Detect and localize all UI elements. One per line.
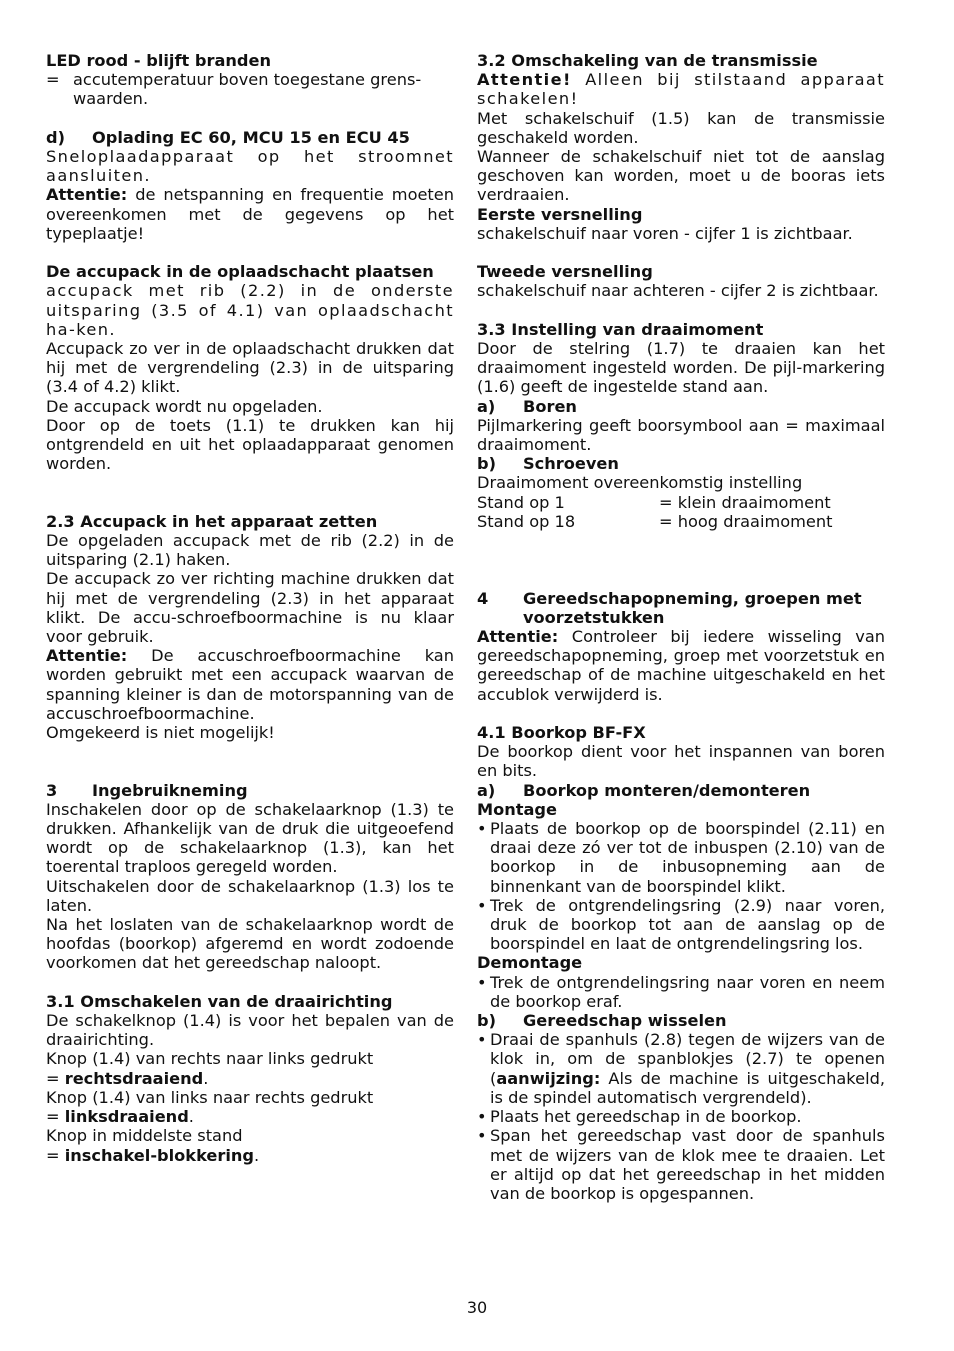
section-3-1-p2: Knop (1.4) van rechts naar links gedrukt [46,1049,374,1069]
list-item-text [490,1030,885,1107]
section-3-2-attention [477,70,885,108]
bullet-icon: • [477,819,487,839]
section-4-heading [477,589,885,627]
section-4-number: 4 [477,588,489,608]
eq-prefix: = [46,1107,65,1127]
section-3-p1: Inschakelen door op de schakelaarknop (1.3) te drukken. Afhankelijk van de druk die uitgeoefend wordt op de schakelaarknop (1.3), kan het toerental traploos geregeld worden. [46,799,454,877]
chuck-mount-heading [477,781,885,800]
eq-bold: linksdraaiend [64,1107,189,1127]
item-letter: b) [477,1011,496,1031]
section-3-1-heading: 3.1 Omschakelen van de draairichting [46,991,393,1011]
section-d-title: Oplading EC 60, MCU 15 en ECU 45 [92,127,410,147]
montage-heading: Montage [477,799,557,819]
list-item-text: Trek de ontgrendelingsring (2.9) naar voren, druk de boorkop tot aan de aanslag op de boorspindel en laat de ontgrendelingsring los. [490,895,885,954]
list-item-text: Plaats de boorkop op de boorspindel (2.11) en draai deze zó ver tot de inbuspen (2.10) van de boorkop in de inbusopneming aan de binnenkant van de boorspindel klikt. [490,819,885,896]
charger-insert-heading: De accupack in de oplaadschacht plaatsen [46,262,434,282]
page-number: 30 [466,1298,488,1317]
eq-bold: rechtsdraaiend [64,1068,204,1088]
first-gear-heading: Eerste versnelling [477,204,643,224]
charger-insert-p1: accupack met rib (2.2) in de onderste uitsparing (3.5 of 4.1) van oplaadschacht ha-ken. [46,281,454,339]
eq-suffix: . [203,1068,209,1088]
section-3-1-p4: Knop in middelste stand [46,1126,243,1146]
led-equation [46,70,454,108]
list-item [477,973,885,1011]
drilling-text: Pijlmarkering geeft boorsymbool aan = maximaal draaimoment. [477,415,885,455]
section-3-3-heading: 3.3 Instelling van draaimoment [477,319,764,339]
section-3-heading [46,781,454,800]
section-2-3-heading: 2.3 Accupack in het apparaat zetten [46,511,378,531]
bullet-icon: • [477,1030,487,1050]
section-3-p3: Na het loslaten van de schakelaarknop wordt de hoofdas (boorkop) afgeremd en wordt zodoende voorkomen dat het gereedschap naloopt. [46,915,454,973]
left-column [46,51,454,1165]
torque-row-2 [477,512,885,531]
section-4-1-p1: De boorkop dient voor het inspannen van boren en bits. [477,742,885,781]
attention-text: De accuschroefboormachine kan worden gebruikt met een accupack waarvan de spanning kleiner is dan de motorspanning van de accuschroefboormachine. [46,646,454,723]
right-column [477,51,885,1203]
torque-value: = hoog draaimoment [659,511,833,531]
first-gear-text: schakelschuif naar voren - cijfer 1 is zichtbaar. [477,223,853,243]
list-text-part: Draai de spanhuls (2.8) tegen de wijzers van de klok in, om de spanblokjes (2.7) te openen ( [490,1030,885,1088]
section-2-3-p3: Omgekeerd is niet mogelijk! [46,723,275,743]
attention-label: Attentie! [477,70,572,90]
section-3-1-p1: De schakelknop (1.4) is voor het bepalen van de draairichting. [46,1011,454,1050]
led-equation-text: accutemperatuur boven toegestane grens-waarden. [73,70,422,109]
eq-bold: inschakel-blokkering [64,1145,255,1165]
item-letter: a) [477,780,496,800]
item-letter: b) [477,454,496,474]
attention-text: Alleen bij stilstaand apparaat schakelen! [477,70,885,109]
list-text-part: Als de machine is uitgeschakeld, is de spindel automatisch vergrendeld). [490,1068,885,1107]
attention-label: Attentie: [46,185,128,205]
item-letter: a) [477,396,496,416]
list-item-text: Plaats het gereedschap in de boorkop. [490,1107,802,1127]
list-item [477,1107,885,1126]
item-title: Boorkop monteren/demonteren [523,780,811,800]
eq-prefix: = [46,1068,65,1088]
section-3-1-eq1 [46,1069,454,1088]
item-title: Gereedschap wisselen [523,1011,727,1031]
attention-text: Controleer bij iedere wisseling van gereedschapopneming, groep met voorzetstuk en gereedschap of de machine uitgeschakeld en het accublok verwijderd is. [477,627,885,704]
list-item [477,1126,885,1203]
list-item [477,1030,885,1107]
section-3-2-heading: 3.2 Omschakeling van de transmissie [477,51,818,70]
list-item-text: Trek de ontgrendelingsring naar voren en neem de boorkop eraf. [490,972,885,1011]
bullet-icon: • [477,1107,487,1127]
list-item [477,819,885,896]
led-heading: LED rood - blijft branden [46,51,272,70]
section-4-title: Gereedschapopneming, groepen met voorzetstukken [523,588,862,627]
bullet-icon: • [477,895,487,915]
second-gear-heading: Tweede versnelling [477,262,653,282]
section-d-paragraph: Sneloplaadapparaat op het stroomnet aansluiten. [46,147,454,186]
charger-insert-p3: De accupack wordt nu opgeladen. [46,396,323,416]
screwing-text: Draaimoment overeenkomstig instelling [477,473,803,493]
bullet-icon: • [477,972,487,992]
list-item [477,896,885,954]
torque-row-1 [477,493,885,512]
section-3-1-p3: Knop (1.4) van links naar rechts gedrukt [46,1087,374,1107]
eq-suffix: . [254,1145,260,1165]
attention-label: Attentie: [477,627,559,647]
drilling-heading [477,397,885,416]
section-4-1-heading: 4.1 Boorkop BF-FX [477,723,646,743]
screwing-heading [477,454,885,473]
section-3-1-eq2 [46,1107,454,1126]
bullet-icon: • [477,1126,487,1146]
section-d-heading [46,128,454,147]
section-3-2-p1: Met schakelschuif (1.5) kan de transmissie geschakeld worden. [477,108,885,147]
section-3-2-p2: Wanneer de schakelschuif niet tot de aanslag geschoven kan worden, moet u de booras iets verdraaien. [477,147,885,205]
section-d-attention [46,185,454,243]
second-gear-text: schakelschuif naar achteren - cijfer 2 is zichtbaar. [477,281,879,301]
section-2-3-attention [46,646,454,723]
section-d-number: d) [46,127,65,147]
item-title: Schroeven [523,454,619,474]
section-3-number: 3 [46,780,58,800]
tool-change-heading [477,1011,885,1030]
note-label: aanwijzing: [496,1068,601,1088]
torque-setting: Stand op 18 [477,511,576,531]
attention-label: Attentie: [46,646,128,666]
demontage-heading: Demontage [477,953,583,973]
torque-value: = klein draaimoment [659,492,831,512]
attention-text: de netspanning en frequentie moeten overeenkomen met de gegevens op het typeplaatje! [46,185,454,243]
item-title: Boren [523,396,577,416]
list-item-text: Span het gereedschap vast door de spanhuls met de wijzers van de klok mee te draaien. Let er altijd op dat het gereedschap in het midden van de boorkop is opgespannen. [490,1126,885,1203]
section-3-3-p1: Door de stelring (1.7) te draaien kan het draaimoment ingesteld worden. De pijl-markering (1.6) geeft de ingestelde stand aan. [477,339,885,397]
equals-sign: = [46,70,60,90]
charger-insert-p2: Accupack zo ver in de oplaadschacht drukken dat hij met de vergrendeling (2.3) in de uitsparing (3.4 of 4.2) klikt. [46,339,454,397]
torque-setting: Stand op 1 [477,492,565,512]
section-3-1-eq3 [46,1146,454,1165]
charger-insert-p4: Door op de toets (1.1) te drukken kan hij ontgrendeld en uit het oplaadapparaat genomen worden. [46,415,454,474]
section-3-p2: Uitschakelen door de schakelaarknop (1.3) los te laten. [46,876,454,915]
section-2-3-p2: De accupack zo ver richting machine drukken dat hij met de vergrendeling (2.3) in het apparaat klikt. De accu-schroefboormachine is nu klaar voor gebruik. [46,569,454,647]
section-2-3-p1: De opgeladen accupack met de rib (2.2) in de uitsparing (2.1) haken. [46,531,454,570]
eq-prefix: = [46,1145,65,1165]
section-4-attention [477,627,885,704]
section-3-title: Ingebruikneming [92,780,248,800]
eq-suffix: . [188,1107,194,1127]
